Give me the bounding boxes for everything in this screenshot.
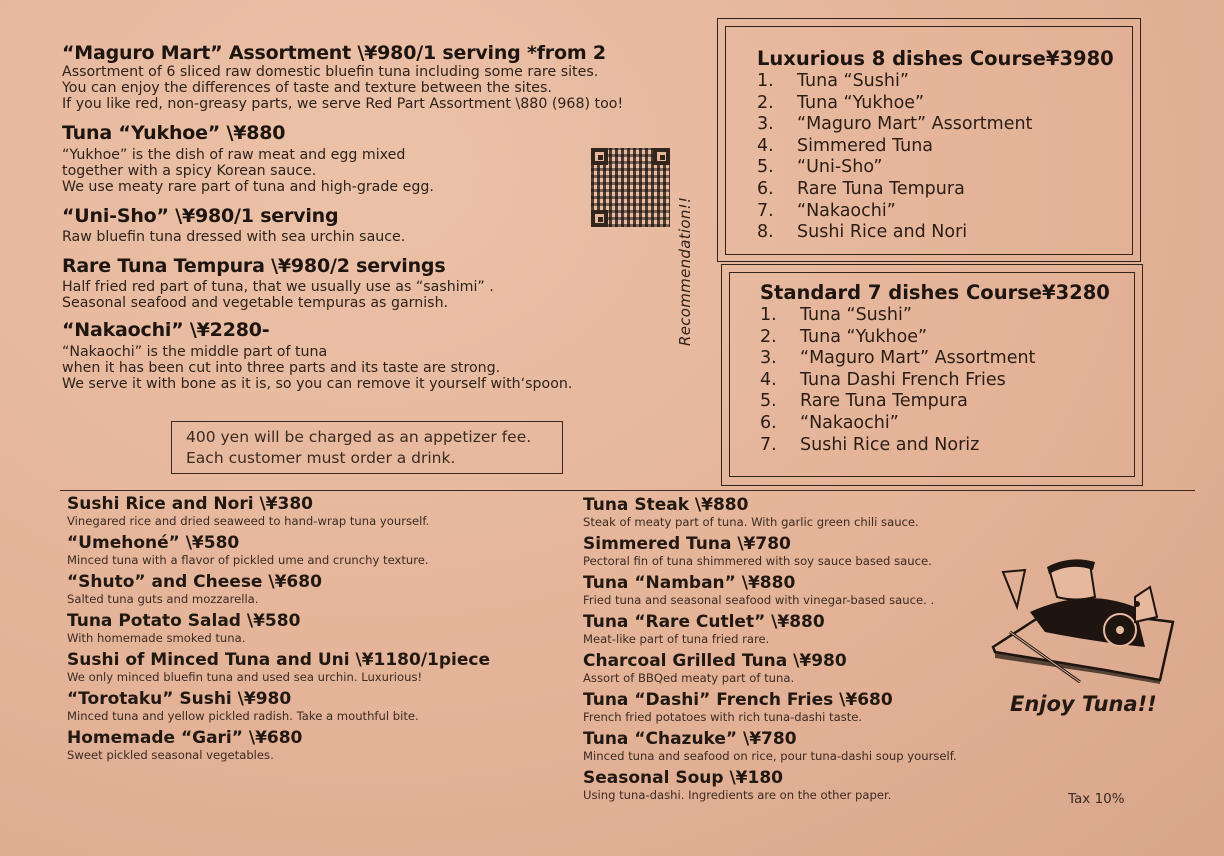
item-title: Simmered Tuna \¥780	[583, 534, 791, 554]
item-title: “Nakaochi” \¥2280-	[62, 319, 270, 341]
course-dish: 5. Rare Tuna Tempura	[760, 391, 968, 412]
menu-item	[67, 494, 567, 528]
item-desc: Minced tuna and yellow pickled radish. Take a mouthful bite.	[67, 709, 419, 723]
menu-item	[583, 690, 1083, 724]
course-title: Standard 7 dishes Course¥3280	[760, 281, 1110, 304]
course-standard	[721, 264, 1143, 486]
course-dish: 4. Tuna Dashi French Fries	[760, 369, 1006, 390]
item-desc: “Nakaochi” is the middle part of tuna	[62, 344, 328, 360]
item-title: “Torotaku” Sushi \¥980	[67, 689, 292, 709]
course-title: Luxurious 8 dishes Course¥3980	[757, 47, 1114, 70]
course-dish: 3. “Maguro Mart” Assortment	[757, 114, 1033, 135]
item-desc: We use meaty rare part of tuna and high-grade egg.	[62, 179, 434, 195]
course-dish: 6. Rare Tuna Tempura	[757, 178, 965, 199]
menu-item-maguro-mart	[62, 42, 682, 112]
menu-item-rare-tuna-tempura	[62, 255, 682, 311]
item-desc: Fried tuna and seasonal seafood with vinegar-based sauce. .	[583, 593, 935, 607]
item-title: Rare Tuna Tempura \¥980/2 servings	[62, 255, 446, 277]
item-desc: Minced tuna and seafood on rice, pour tuna-dashi soup yourself.	[583, 749, 957, 763]
course-dish: 3. “Maguro Mart” Assortment	[760, 348, 1036, 369]
course-dish: 8. Sushi Rice and Nori	[757, 222, 968, 243]
item-desc: when it has been cut into three parts and its taste are strong.	[62, 360, 501, 376]
item-title: Homemade “Gari” \¥680	[67, 728, 303, 748]
item-title: Tuna “Dashi” French Fries \¥680	[583, 690, 893, 710]
course-dish: 2. Tuna “Yukhoe”	[760, 326, 928, 347]
item-title: “Maguro Mart” Assortment \¥980/1 serving *from 2	[62, 42, 606, 64]
course-dish-list	[757, 71, 1114, 244]
menu-item	[67, 650, 567, 684]
item-title: Tuna “Rare Cutlet” \¥880	[583, 612, 825, 632]
item-desc: You can enjoy the differences of taste and texture between the sites.	[62, 80, 552, 96]
item-desc: “Yukhoe” is the dish of raw meat and egg mixed	[62, 147, 406, 163]
item-desc: Meat-like part of tuna fried rare.	[583, 632, 770, 646]
side-dishes-left	[67, 494, 567, 765]
item-desc: Using tuna-dashi. Ingredients are on the other paper.	[583, 788, 892, 802]
course-dish: 1. Tuna “Sushi”	[760, 305, 912, 325]
item-desc: Vinegared rice and dried seaweed to hand-wrap tuna yourself.	[67, 514, 430, 528]
course-dish: 4. Simmered Tuna	[757, 135, 934, 156]
menu-item	[67, 728, 567, 762]
recommendation-label: Recommendation!!	[676, 196, 694, 346]
enjoy-tuna-slogan: Enjoy Tuna!!	[1010, 692, 1157, 716]
item-desc: Salted tuna guts and mozzarella.	[67, 592, 259, 606]
qr-finder-icon	[591, 210, 608, 227]
item-title: “Uni-Sho” \¥980/1 serving	[62, 205, 339, 227]
course-dish: 1. Tuna “Sushi”	[757, 71, 909, 91]
item-desc: together with a spicy Korean sauce.	[62, 163, 317, 179]
menu-item-yukhoe	[62, 122, 682, 195]
item-desc: French fried potatoes with rich tuna-dashi taste.	[583, 710, 863, 724]
menu-item	[583, 768, 1083, 802]
tax-note: Tax 10%	[1068, 791, 1125, 807]
notice-line: Each customer must order a drink.	[186, 449, 456, 467]
item-title: Tuna “Yukhoe” \¥880	[62, 122, 286, 144]
qr-code[interactable]	[591, 148, 670, 227]
menu-item	[583, 729, 1083, 763]
menu-item	[67, 572, 567, 606]
notice-line: 400 yen will be charged as an appetizer fee.	[186, 428, 532, 446]
menu-item	[583, 495, 1083, 529]
course-dish: 7. Sushi Rice and Noriz	[760, 434, 980, 455]
item-title: Tuna “Chazuke” \¥780	[583, 729, 797, 749]
course-dish: 5. “Uni-Sho”	[757, 157, 883, 178]
menu-item	[67, 689, 567, 723]
item-desc: If you like red, non-greasy parts, we serve Red Part Assortment \880 (968) too!	[62, 96, 624, 112]
item-title: Sushi Rice and Nori \¥380	[67, 494, 313, 514]
course-dish-list	[760, 305, 1110, 456]
course-luxurious	[717, 18, 1141, 262]
featured-items	[62, 42, 682, 398]
qr-finder-icon	[653, 148, 670, 165]
item-desc: Raw bluefin tuna dressed with sea urchin sauce.	[62, 229, 406, 245]
item-title: “Shuto” and Cheese \¥680	[67, 572, 322, 592]
section-divider	[60, 490, 1195, 491]
tuna-chef-illustration-icon	[985, 552, 1175, 692]
course-dish: 6. “Nakaochi”	[760, 412, 899, 433]
menu-item-nakaochi	[62, 319, 682, 392]
item-title: “Umehoné” \¥580	[67, 533, 240, 553]
item-title: Tuna Steak \¥880	[583, 495, 749, 515]
item-title: Tuna “Namban” \¥880	[583, 573, 796, 593]
qr-finder-icon	[591, 148, 608, 165]
item-desc: Assortment of 6 sliced raw domestic bluefin tuna including some rare sites.	[62, 64, 599, 80]
item-desc: With homemade smoked tuna.	[67, 631, 246, 645]
menu-item-uni-sho	[62, 205, 682, 245]
item-desc: Half fried red part of tuna, that we usually use as “sashimi” .	[62, 279, 494, 295]
item-desc: We only minced bluefin tuna and used sea urchin. Luxurious!	[67, 670, 423, 684]
course-dish: 2. Tuna “Yukhoe”	[757, 92, 925, 113]
item-title: Seasonal Soup \¥180	[583, 768, 783, 788]
course-dish: 7. “Nakaochi”	[757, 200, 896, 221]
item-desc: Seasonal seafood and vegetable tempuras as garnish.	[62, 295, 449, 311]
item-title: Tuna Potato Salad \¥580	[67, 611, 301, 631]
item-desc: We serve it with bone as it is, so you can remove it yourself with‘spoon.	[62, 376, 573, 392]
item-desc: Pectoral fin of tuna shimmered with soy sauce based sauce.	[583, 554, 932, 568]
item-desc: Sweet pickled seasonal vegetables.	[67, 748, 274, 762]
item-desc: Assort of BBQed meaty part of tuna.	[583, 671, 795, 685]
item-desc: Steak of meaty part of tuna. With garlic green chili sauce.	[583, 515, 919, 529]
item-title: Charcoal Grilled Tuna \¥980	[583, 651, 847, 671]
item-desc: Minced tuna with a flavor of pickled ume and crunchy texture.	[67, 553, 429, 567]
item-title: Sushi of Minced Tuna and Uni \¥1180/1piece	[67, 650, 491, 670]
menu-item	[67, 611, 567, 645]
appetizer-notice	[171, 421, 563, 474]
menu-item	[67, 533, 567, 567]
